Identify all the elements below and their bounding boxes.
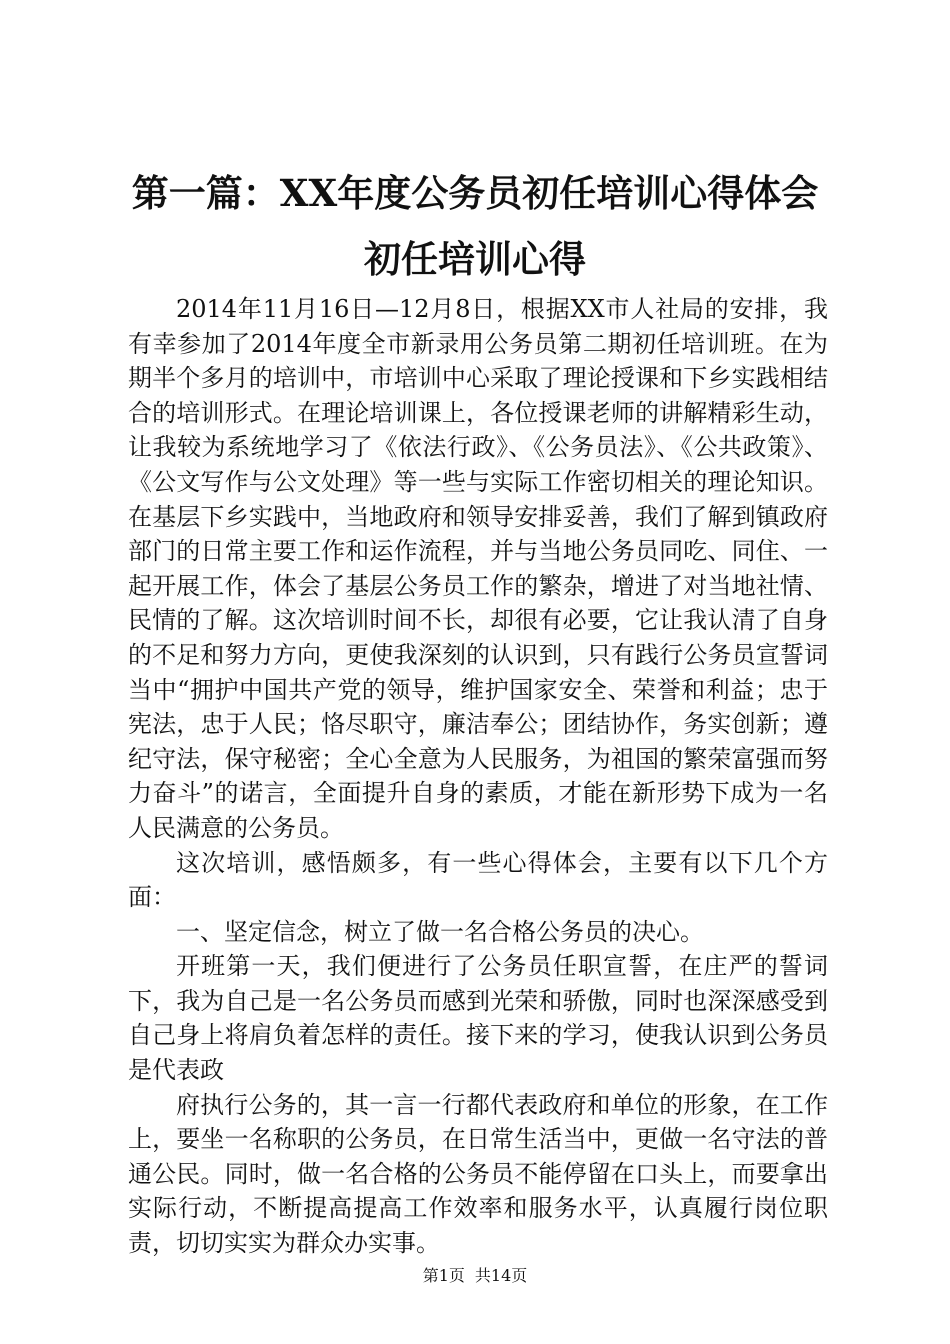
- page-total: 共14页: [474, 1266, 528, 1285]
- page-footer: [0, 1266, 950, 1286]
- document-title: 第一篇：XX年度公务员初任培训心得体会初任培训心得: [131, 171, 819, 281]
- paragraph: 开班第一天，我们便进行了公务员任职宣誓，在庄严的誓词下，我为自己是一名公务员而感到光荣和骄傲，同时也深深感受到自己身上将肩负着怎样的责任。接下来的学习，使我认识到公务员是代表政: [128, 952, 828, 1085]
- paragraph: 府执行公务的，其一言一行都代表政府和单位的形象，在工作上，要坐一名称职的公务员，在日常生活当中，更做一名守法的普通公民。同时，做一名合格的公务员不能停留在口头上，而要拿出实际行动，不断提高提高工作效率和服务水平，认真履行岗位职责，切切实实为群众办实事。: [128, 1090, 828, 1258]
- paragraph: 这次培训，感悟颇多，有一些心得体会，主要有以下几个方面：: [128, 848, 828, 912]
- page-number: 第1页: [422, 1266, 465, 1285]
- document-body: [128, 292, 828, 1261]
- section-heading: 一、坚定信念，树立了做一名合格公务员的决心。: [176, 917, 704, 946]
- paragraph: 2014年11月16日—12月8日，根据XX市人社局的安排，我有幸参加了2014年度全市新录用公务员第二期初任培训班。在为期半个多月的培训中，市培训中心采取了理论授课和下乡实践相结合的培训形式。在理论培训课上，各位授课老师的讲解精彩生动，让我较为系统地学习了《依法行政》、《公务员法》、《公共政策》、《公文写作与公文处理》等一些与实际工作密切相关的理论知识。在基层下乡实践中，当地政府和领导安排妥善，我们了解到镇政府部门的日常主要工作和运作流程，并与当地公务员同吃、同住、一起开展工作，体会了基层公务员工作的繁杂，增进了对当地社情、民情的了解。这次培训时间不长，却很有必要，它让我认清了自身的不足和努力方向，更使我深刻的认识到，只有践行公务员宣誓词当中“拥护中国共产党的领导，维护国家安全、荣誉和利益；忠于宪法，忠于人民；恪尽职守，廉洁奉公；团结协作，务实创新；遵纪守法，保守秘密；全心全意为人民服务，为祖国的繁荣富强而努力奋斗”的诺言，全面提升自身的素质，才能在新形势下成为一名人民满意的公务员。: [128, 295, 828, 842]
